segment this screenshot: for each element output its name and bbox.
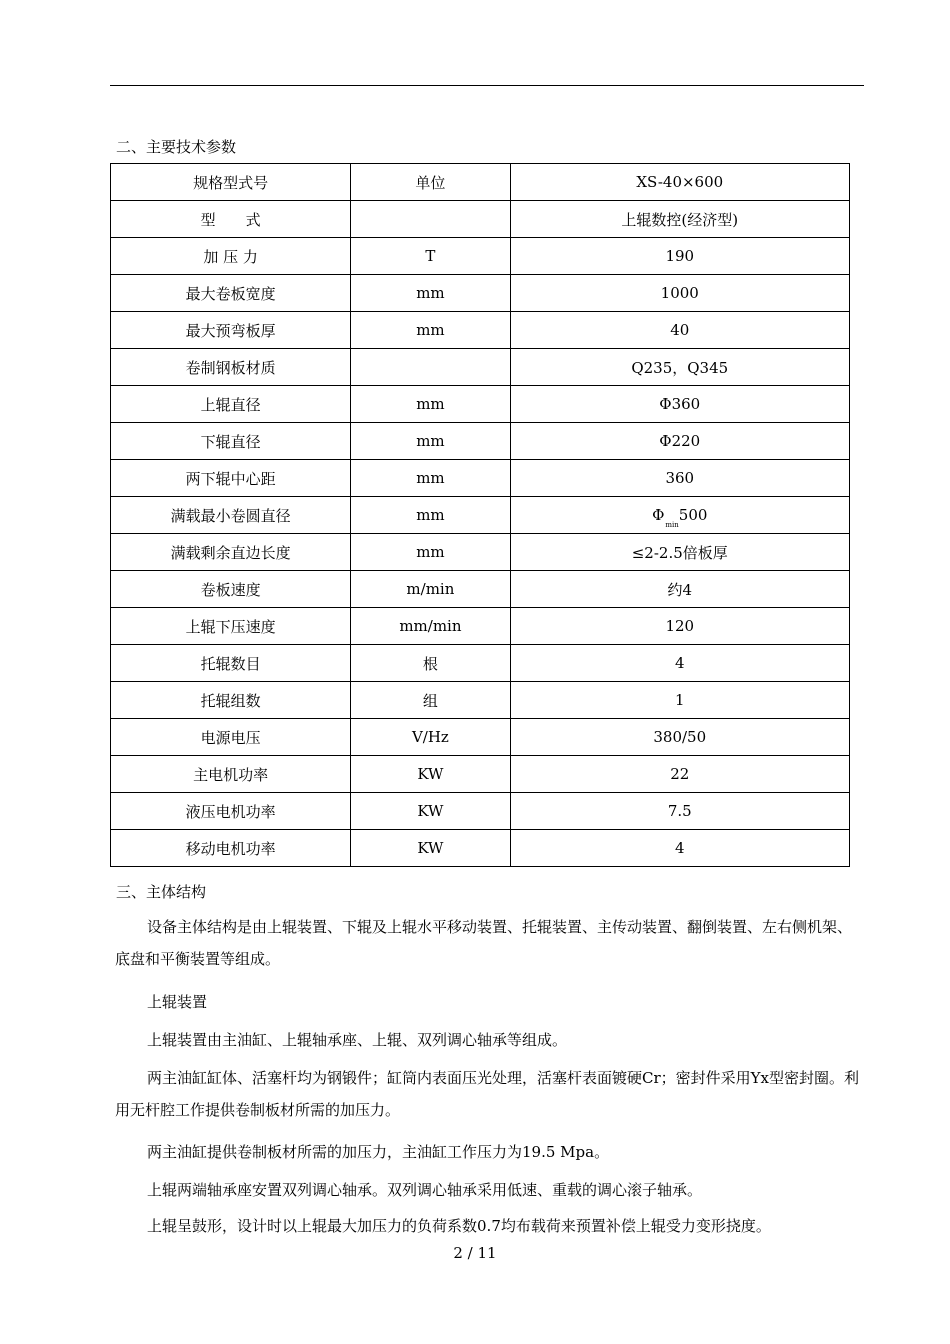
value-cell: Φ360: [510, 386, 849, 423]
param-name-cell: 电源电压: [111, 719, 351, 756]
param-name-cell: 规格型式号: [111, 164, 351, 201]
unit-cell: mm/min: [351, 608, 510, 645]
table-row: [111, 830, 850, 867]
unit-cell: KW: [351, 830, 510, 867]
table-row: [111, 164, 850, 201]
param-name-cell: 满载最小卷圆直径: [111, 497, 351, 534]
section-heading-main-structure: 三、主体结构: [116, 883, 207, 901]
value-cell: 360: [510, 460, 849, 497]
unit-cell: m/min: [351, 571, 510, 608]
value-cell: 1000: [510, 275, 849, 312]
value-symbol: Φ: [652, 506, 665, 524]
param-name-cell: 最大卷板宽度: [111, 275, 351, 312]
unit-cell: 组: [351, 682, 510, 719]
param-name-cell: 最大预弯板厚: [111, 312, 351, 349]
page-number: 2 / 11: [453, 1244, 497, 1262]
unit-cell: mm: [351, 312, 510, 349]
table-row: [111, 201, 850, 238]
table-row: [111, 423, 850, 460]
paragraph: 两主油缸提供卷制板材所需的加压力，主油缸工作压力为19.5 Mpa。: [147, 1143, 610, 1161]
param-name-cell: 移动电机功率: [111, 830, 351, 867]
value-cell: 4: [510, 830, 849, 867]
section-heading-main-params: 二、主要技术参数: [116, 138, 237, 156]
param-name-cell: 卷板速度: [111, 571, 351, 608]
table-row: [111, 756, 850, 793]
unit-cell: [351, 201, 510, 238]
spec-table-body: [111, 164, 850, 867]
table-row: [111, 349, 850, 386]
header-rule: [110, 85, 864, 86]
unit-cell: 根: [351, 645, 510, 682]
param-name-cell: 两下辊中心距: [111, 460, 351, 497]
value-number: 500: [678, 506, 708, 524]
unit-cell: KW: [351, 756, 510, 793]
param-name-cell: 加 压 力: [111, 238, 351, 275]
table-row: [111, 793, 850, 830]
table-row: [111, 682, 850, 719]
paragraph: 两主油缸缸体、活塞杆均为钢锻件；缸筒内表面压光处理，活塞杆表面镀硬Cr；密封件采用Yx型密封圈。利用无杆腔工作提供卷制板材所需的加压力。: [115, 1069, 860, 1119]
unit-cell: mm: [351, 460, 510, 497]
unit-cell: V/Hz: [351, 719, 510, 756]
paragraph: 上辊装置由主油缸、上辊轴承座、上辊、双列调心轴承等组成。: [147, 1031, 568, 1049]
table-row: [111, 645, 850, 682]
table-row: [111, 719, 850, 756]
unit-cell: KW: [351, 793, 510, 830]
value-subscript: min: [665, 521, 679, 529]
param-name-cell: 上辊直径: [111, 386, 351, 423]
unit-cell: mm: [351, 534, 510, 571]
unit-cell: mm: [351, 275, 510, 312]
table-row: [111, 571, 850, 608]
paragraph: 上辊呈鼓形，设计时以上辊最大加压力的负荷系数0.7均布载荷来预置补偿上辊受力变形挠度。: [147, 1217, 771, 1235]
table-row: [111, 497, 850, 534]
param-name-cell: 满载剩余直边长度: [111, 534, 351, 571]
table-row: [111, 312, 850, 349]
value-cell: ≤2-2.5倍板厚: [510, 534, 849, 571]
unit-cell: [351, 349, 510, 386]
param-name-cell: 主电机功率: [111, 756, 351, 793]
value-cell: 380/50: [510, 719, 849, 756]
unit-cell: mm: [351, 423, 510, 460]
value-cell: 约4: [510, 571, 849, 608]
unit-cell: T: [351, 238, 510, 275]
paragraph: 设备主体结构是由上辊装置、下辊及上辊水平移动装置、托辊装置、主传动装置、翻倒装置、左右侧机架、底盘和平衡装置等组成。: [115, 918, 853, 968]
table-row: [111, 608, 850, 645]
param-name-cell: 上辊下压速度: [111, 608, 351, 645]
table-row: [111, 386, 850, 423]
value-cell: Φ220: [510, 423, 849, 460]
value-cell: XS-40×600: [510, 164, 849, 201]
table-row: [111, 275, 850, 312]
param-name-cell: 托辊组数: [111, 682, 351, 719]
table-row: [111, 534, 850, 571]
param-name-cell: 液压电机功率: [111, 793, 351, 830]
paragraph: 上辊两端轴承座安置双列调心轴承。双列调心轴承采用低速、重载的调心滚子轴承。: [147, 1181, 703, 1199]
table-row: [111, 238, 850, 275]
spec-table: [110, 163, 850, 867]
unit-cell: mm: [351, 386, 510, 423]
value-cell: 上辊数控(经济型): [510, 201, 849, 238]
subheading-upper-roll-device: 上辊装置: [147, 993, 208, 1011]
value-cell: 4: [510, 645, 849, 682]
value-cell: 190: [510, 238, 849, 275]
value-cell: 40: [510, 312, 849, 349]
param-name-cell: 型 式: [111, 201, 351, 238]
value-cell: 120: [510, 608, 849, 645]
param-name-cell: 下辊直径: [111, 423, 351, 460]
unit-cell: mm: [351, 497, 510, 534]
value-cell: 7.5: [510, 793, 849, 830]
value-cell: Q235，Q345: [510, 349, 849, 386]
value-cell: 22: [510, 756, 849, 793]
value-cell: 1: [510, 682, 849, 719]
param-name-cell: 卷制钢板材质: [111, 349, 351, 386]
param-name-cell: 托辊数目: [111, 645, 351, 682]
value-cell: [510, 497, 849, 534]
unit-cell: 单位: [351, 164, 510, 201]
table-row: [111, 460, 850, 497]
